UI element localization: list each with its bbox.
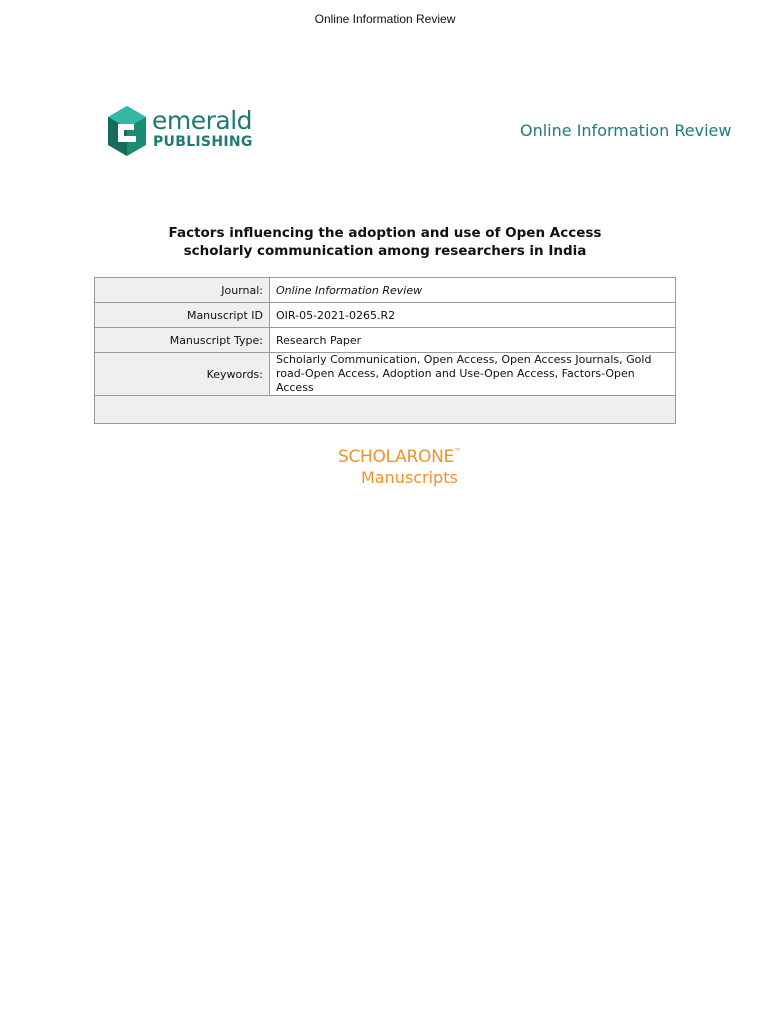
keywords-line-2: road-Open Access, Adoption and Use-Open Access, Factors-Open Access xyxy=(276,367,635,394)
manuscript-type-label: Manuscript Type: xyxy=(95,328,270,353)
table-row xyxy=(95,328,676,353)
emerald-publishing-logo xyxy=(106,104,256,160)
manuscript-id-label: Manuscript ID xyxy=(95,303,270,328)
scholarone-manuscripts: Manuscripts xyxy=(361,468,458,487)
empty-cell xyxy=(95,396,676,424)
keywords-label: Keywords: xyxy=(95,353,270,396)
logo-subtitle: PUBLISHING xyxy=(153,134,253,150)
journal-banner: Online Information Review xyxy=(520,121,732,140)
scholarone-part1: SCHOLAR xyxy=(338,447,419,467)
journal-label: Journal: xyxy=(95,278,270,303)
scholarone-part2: ONE xyxy=(418,447,454,467)
title-line-2: scholarly communication among researchers in India xyxy=(183,243,587,259)
table-row xyxy=(95,303,676,328)
keywords-line-1: Scholarly Communication, Open Access, Open Access Journals, Gold xyxy=(276,353,652,366)
emerald-logo-icon xyxy=(106,104,148,158)
journal-value: Online Information Review xyxy=(270,278,676,303)
manuscript-metadata-table xyxy=(94,277,676,424)
trademark-symbol: ™ xyxy=(453,447,462,456)
scholarone-logo xyxy=(338,447,462,467)
table-row-empty xyxy=(95,396,676,424)
running-head: Online Information Review xyxy=(314,12,456,26)
manuscript-type-value: Research Paper xyxy=(270,328,676,353)
table-row xyxy=(95,278,676,303)
table-row xyxy=(95,353,676,396)
keywords-value xyxy=(270,353,676,396)
logo-wordmark: emerald xyxy=(152,106,253,135)
title-line-1: Factors influencing the adoption and use of Open Access xyxy=(168,225,602,241)
paper-title xyxy=(0,224,770,260)
manuscript-id-value: OIR-05-2021-0265.R2 xyxy=(270,303,676,328)
